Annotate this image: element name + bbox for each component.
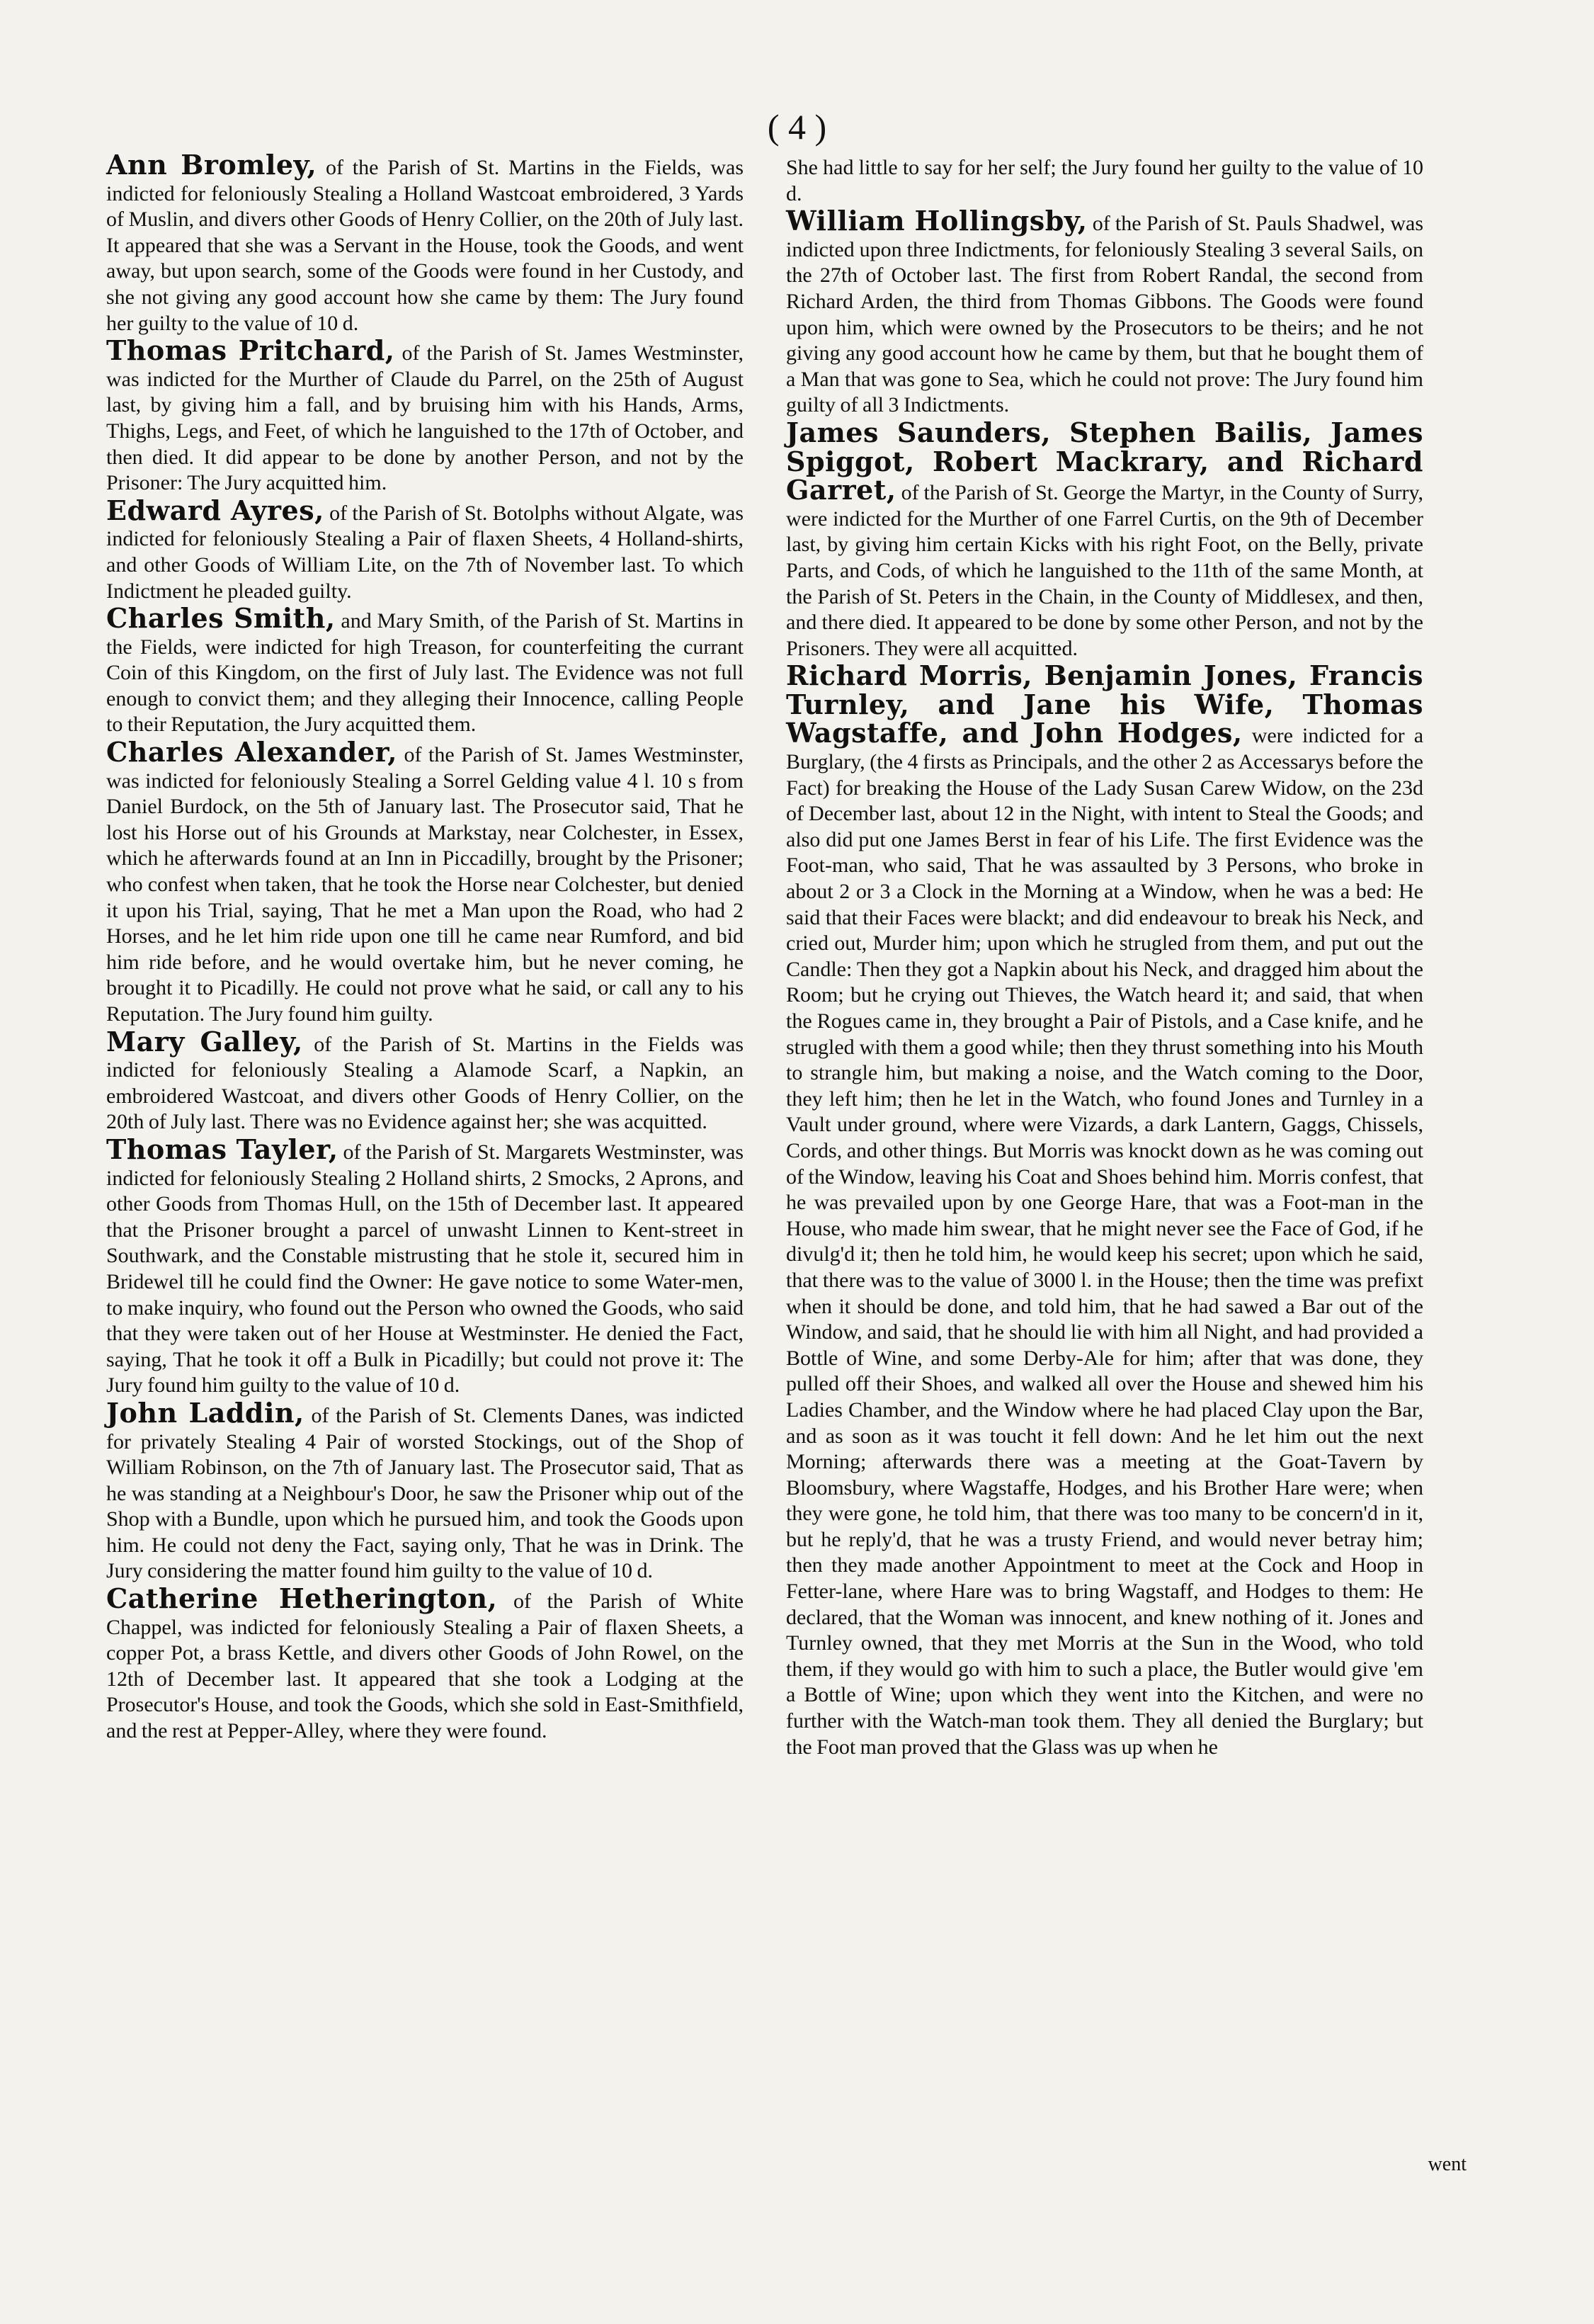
right-column — [786, 152, 1423, 1762]
entry-name: Charles Smith, — [106, 602, 336, 635]
entry-text: of the Parish of St. Martins in the Fields, was indicted for feloniously Stealing a Holland Wastcoat embroidered, 3 Yards of Muslin, and divers other Goods of Henry Collier, on the 20th of July last. It appeared that she was a Servant in the House, took the Goods, and went away, but upon search, some of the Goods were found in her Custody, and she not giving any good account how she came by them: The Jury found her guilty to the value of 10 d. — [106, 156, 744, 335]
entry — [786, 152, 1423, 207]
left-column — [106, 149, 744, 1746]
entry-text: and Mary Smith, of the Parish of St. Martins in the Fields, were indicted for high Treason, for counterfeiting the currant Coin of this Kingdom, on the first of July last. The Evidence was not full enough to convict them; and they alleging their Innocence, calling People to their Reputation, the Jury acquitted them. — [106, 609, 744, 737]
entry-name: Thomas Pritchard, — [106, 334, 395, 367]
entry-name: Mary Galley, — [106, 1025, 303, 1058]
entry — [106, 149, 744, 336]
entry — [106, 1025, 744, 1135]
entry — [106, 736, 744, 1028]
entry — [106, 1133, 744, 1399]
entry-name: Thomas Tayler, — [106, 1133, 338, 1165]
entry — [106, 1396, 744, 1585]
entry — [106, 1582, 744, 1745]
entry-name: William Hollingsby, — [786, 205, 1088, 237]
entry-name: James Saunders, Stephen Bailis, James Spiggot, Robert Mackrary, and Richard Garret, — [786, 416, 1423, 506]
entry-text: of the Parish of St. Botolphs without Algate, was indicted for feloniously Stealing a Pair of flaxen Sheets, 4 Holland-shirts, and other Goods of William Lite, on the 7th of November last. To which Indictment he pleaded guilty. — [106, 501, 744, 603]
entry-text: of the Parish of St. Pauls Shadwel, was indicted upon three Indictments, for feloniously Stealing 3 several Sails, on the 27th of October last. The first from Robert Randal, the second from Richard Arden, the third from Thomas Gibbons. The Goods were found upon him, which were owned by the Prosecutors to be theirs; and he not giving any good account how he came by them, but that he bought them of a Man that was gone to Sea, which he could not prove: The Jury found him guilty of all 3 Indictments. — [786, 212, 1424, 417]
entry-text: of the Parish of White Chappel, was indicted for feloniously Stealing a Pair of flaxen Sheets, a copper Pot, a brass Kettle, and divers other Goods of John Rowel, on the 12th of December last. It appeared that she took a Lodging at the Prosecutor's House, and took the Goods, which she sold in East-Smithfield, and the rest at Pepper-Alley, where they were found. — [106, 1589, 744, 1743]
entry — [786, 659, 1424, 1760]
entry-text: She had little to say for her self; the Jury found her guilty to the value of 10 d. — [786, 156, 1423, 205]
entry — [106, 334, 744, 497]
entry-text: of the Parish of St. Clements Danes, was indicted for privately Stealing 4 Pair of worsted Stockings, out of the Shop of William Robinson, on the 7th of January last. The Prosecutor said, That as he was standing at a Neighbour's Door, he saw the Prisoner whip out of the Shop with a Bundle, upon which he pursued him, and took the Goods upon him. He could not deny the Fact, saying only, That he was in Drink. The Jury considering the matter found him guilty to the value of 10 d. — [106, 1403, 744, 1583]
entry-name: Richard Morris, Benjamin Jones, Francis Turnley, and Jane his Wife, Thomas Wagstaffe, and John Hodges, — [786, 659, 1423, 749]
entry-name: Catherine Hetherington, — [106, 1582, 498, 1615]
entry — [786, 205, 1424, 419]
entry-text: of the Parish of St. George the Martyr, in the County of Surry, were indicted for the Murther of one Farrel Curtis, on the 9th of December last, by giving him certain Kicks with his right Foot, on the Belly, private Parts, and Cods, of which he languished to the 11th of the same Month, at the Parish of St. Peters in the Chain, in the County of Middlesex, and then, and there died. It appeared to be done by some other Person, and not by the Prisoners. They were all acquitted. — [786, 481, 1424, 660]
entry-text: of the Parish of St. James Westminster, was indicted for the Murther of Claude du Parrel, on the 25th of August last, by giving him a fall, and by bruising him with his Hands, Arms, Thighs, Legs, and Feet, of which he languished to the 17th of October, and then died. It did appear to be done by another Person, and not by the Prisoner: The Jury acquitted him. — [106, 341, 744, 495]
entry-name: Charles Alexander, — [106, 736, 397, 769]
entry-text: were indicted for a Burglary, (the 4 firsts as Principals, and the other 2 as Accessarys before the Fact) for breaking the House of the Lady Susan Carew Widow, on the 23d of December last, about 12 in the Night, with intent to Steal the Goods; and also did put one James Berst in fear of his Life. The first Evidence was the Foot-man, who said, That he was assaulted by 3 Persons, who broke in about 2 or 3 a Clock in the Morning at a Window, when he was a bed: He said that their Faces were blackt; and did endeavour to break his Neck, and cried out, Murder him; upon which he strugled from them, and put out the Candle: Then they got a Napkin about his Neck, and dragged him about the Room; but he crying out Thieves, the Watch heard it; and said, that when the Rogues came in, they brought a Pair of Pistols, and a Case knife, and he strugled with them a good while; then they thrust something into his Mouth to strangle him, but making a noise, and the Watch coming to the Door, they left him; then he let in the Watch, who found Jones and Turnley in a Vault under ground, where were Vizards, a dark Lantern, Gaggs, Chissels, Cords, and other things. But Morris was knockt down as he was coming out of the Window, leaving his Coat and Shoes behind him. Morris confest, that he was prevailed upon by one George Hare, that was a Foot-man in the House, who made him swear, that he might never see the Face of God, if he divulg'd it; then he told him, he would keep his secret; upon which he said, that there was to the value of 3000 l. in the House; then the time was prefixt when it should be done, and told him, that he had sawed a Bar out of the Window, and said, that he should lie with him all Night, and had provided a Bottle of Wine, and some Derby-Ale for him; after that was done, they pulled off their Shoes, and walked all over the House and shewed him his Ladies Chamber, and the Window where he had placed Clay upon the Bar, and as soon as it was toucht it fell down: And he let him out the next Morning; afterwards there was a meeting at the Goat-Tavern by Bloomsbury, where Wagstaffe, Hodges, and his Brother Hare were; when they were gone, he told him, that there was too many to be concern'd in it, but he reply'd, that he was a trusty Friend, and would never betray him; then they made another Appointment to meet at the Cock and Hoop in Fetter-lane, where Hare was to bring Wagstaff, and Hodges to them: He declared, that the Woman was innocent, and knew nothing of it. Jones and Turnley owned, that they met Morris at the Sun in the Wood, who told them, if they would go with him to such a place, the Butler would give 'em a Bottle of Wine; upon which they went into the Kitchen, and were no further with the Watch-man took them. They all denied the Burglary; but the Foot man proved that the Glass was up when he — [786, 724, 1424, 1759]
entry — [786, 416, 1424, 662]
entry-text: of the Parish of St. James Westminster, was indicted for feloniously Stealing a Sorrel Gelding value 4 l. 10 s from Daniel Burdock, on the 5th of January last. The Prosecutor said, That he lost his Horse out of his Grounds at Markstay, near Colchester, in Essex, which he afterwards found at an Inn in Piccadilly, brought by the Prisoner; who confest when taken, that he took the Horse near Colchester, but denied it upon his Trial, saying, That he met a Man upon the Road, who had 2 Horses, and he let him ride upon one till he came near Rumford, and bid him ride before, and he would overtake him, but he never coming, he brought it to Picadilly. He could not prove what he said, or call any to his Reputation. The Jury found him guilty. — [106, 743, 744, 1026]
entry-text: of the Parish of St. Margarets Westminster, was indicted for feloniously Stealing 2 Holland shirts, 2 Smocks, 2 Aprons, and other Goods from Thomas Hull, on the 15th of December last. It appeared that the Prisoner brought a parcel of unwasht Linnen to Kent-street in Southwark, and the Constable mistrusting that he stole it, secured him in Bridewel till he could find the Owner: He gave notice to some Water-men, to make inquiry, who found out the Person who owned the Goods, who said that they were taken out of her House at Westminster. He denied the Fact, saying, That he took it off a Bulk in Picadilly; but could not prove it: The Jury found him guilty to the value of 10 d. — [106, 1140, 744, 1398]
catchword: went — [1428, 2153, 1467, 2175]
entry-text: of the Parish of St. Martins in the Fields was indicted for feloniously Stealing a Alamode Scarf, a Napkin, an embroidered Wastcoat, and divers other Goods of Henry Collier, on the 20th of July last. There was no Evidence against her; she was acquitted. — [106, 1032, 744, 1134]
entry-name: Edward Ayres, — [106, 494, 324, 526]
page-number: ( 4 ) — [767, 107, 827, 147]
entry — [106, 602, 744, 738]
entry — [106, 494, 744, 604]
entry-name: John Laddin, — [106, 1396, 304, 1429]
entry-name: Ann Bromley, — [106, 149, 317, 181]
